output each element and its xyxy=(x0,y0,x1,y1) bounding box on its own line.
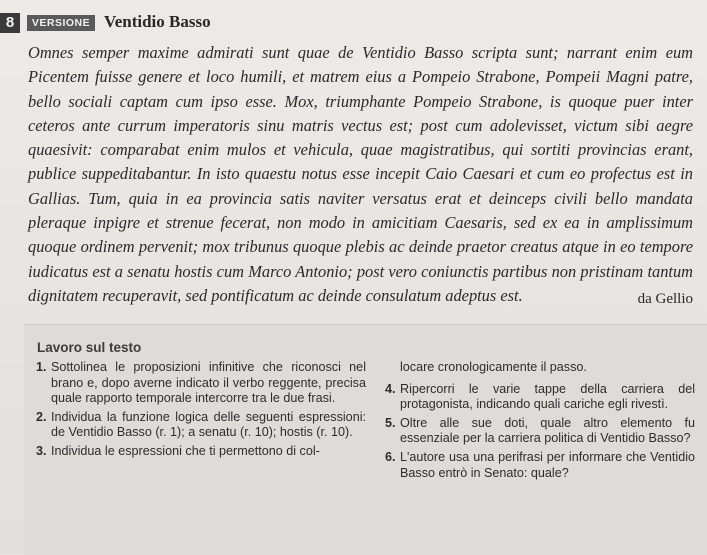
exercise-item-text: Oltre alle sue doti, quale altro elemento fu essenziale per la carriera politica di Ventidio Basso? xyxy=(400,415,695,446)
exercise-item-number: 3. xyxy=(36,443,47,458)
exercise-title: Ventidio Basso xyxy=(104,12,211,31)
exercise-item xyxy=(36,360,366,407)
exercise-item-text: L'autore usa una perifrasi per informare che Ventidio Basso entrò in Senato: quale? xyxy=(400,449,695,480)
exercise-item xyxy=(385,450,695,481)
exercise-item-number: 5. xyxy=(385,415,396,430)
exercise-header xyxy=(0,13,707,33)
exercise-item xyxy=(385,416,695,447)
source-attribution: da Gellio xyxy=(637,291,693,307)
exercise-item-number: 2. xyxy=(36,409,47,424)
versione-badge: VERSIONE xyxy=(27,15,95,31)
exercises-title: Lavoro sul testo xyxy=(37,340,142,355)
exercise-continuation: locare cronologicamente il passo. xyxy=(400,360,587,374)
exercise-item-text: Individua la funzione logica delle seguenti espressioni: de Ventidio Basso (r. 1); a senatu (r. 10); hostis (r. 10). xyxy=(51,409,366,440)
exercises-box xyxy=(24,324,707,555)
exercise-item-number: 6. xyxy=(385,449,396,464)
latin-passage: Omnes semper maxime admirati sunt quae de Ventidio Basso scripta sunt; narrant enim eum Picentem fuisse genere et loco humili, et matrem eius a Pompeio Strabone, Pompeii Magni patre, bello sociali captam cum ipso esse. Mox, triumphante Pompeio Strabone, is quoque puer inter ceteros ante currum imperatoris sinu matris vectus est; post cum adolevisset, victum sibi aegre quaesivit: comparabat enim mulos et vehicula, quae magistratibus, qui sortiti provincias erant, publice suppeditabantur. In isto quaestu notus esse incepit Caio Caesari et cum eo profectus est in Gallias. Tum, quia in ea provincia satis naviter versatus erat et deinceps civili bello mandata pleraque inpigre et strenue fecerat, non modo in amicitiam Caesaris, sed ex ea in amplissimum quoque ordinem pervenit; mox tribunus quoque plebis ac deinde praetor creatus atque in eo tempore iudicatus est a senatu hostis cum Marco Antonio; post vero coniunctis partibus non pristinam tantum dignitatem recuperavit, sed pontificatum ac deinde consulatum adeptus est. xyxy=(28,43,693,305)
exercise-item-text: Sottolinea le proposizioni infinitive che riconosci nel brano e, dopo averne indicato il verbo reggente, precisa quale rapporto temporale intercorre tra le due frasi. xyxy=(51,360,366,406)
exercise-item-text: Ripercorri le varie tappe della carriera del protagonista, indicando quali cariche egli rivestì. xyxy=(400,381,695,412)
exercise-item xyxy=(36,444,366,460)
exercise-item-number: 4. xyxy=(385,381,396,396)
exercise-item-number: 1. xyxy=(36,360,47,374)
exercises-right-column xyxy=(385,360,695,484)
exercise-item-text: Individua le espressioni che ti permettono di col- xyxy=(51,443,320,458)
exercise-item xyxy=(36,410,366,441)
exercise-number: 8 xyxy=(0,13,20,33)
exercises-left-column xyxy=(36,360,366,463)
exercise-item xyxy=(385,382,695,413)
